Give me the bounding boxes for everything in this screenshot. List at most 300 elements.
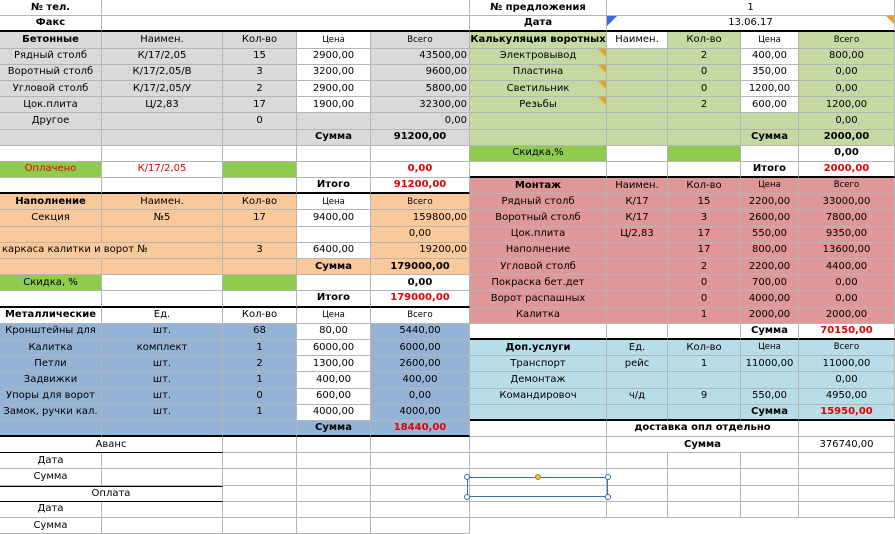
metal-row-name[interactable]: Задвижки — [0, 372, 102, 388]
metal-row-name[interactable]: Упоры для ворот — [0, 389, 102, 405]
empty-cell[interactable] — [102, 291, 223, 307]
concrete-row-name[interactable]: Угловой столб — [0, 81, 102, 97]
metal-row-price[interactable]: 80,00 — [297, 324, 371, 340]
filling-row-price[interactable]: 9400,00 — [297, 210, 371, 226]
gate-row-total[interactable]: 1200,00 — [799, 97, 895, 113]
date-label[interactable]: Дата — [470, 16, 607, 32]
gate-total-value[interactable]: 2000,00 — [799, 162, 895, 178]
gate-header-total[interactable]: Всего — [799, 32, 895, 48]
gate-row-price[interactable]: 1200,00 — [741, 81, 799, 97]
install-row-total[interactable]: 0,00 — [799, 275, 895, 291]
selection-handle[interactable] — [464, 494, 470, 500]
extra-row-total[interactable]: 11000,00 — [799, 356, 895, 372]
extra-row-name[interactable]: Демонтаж — [470, 372, 607, 388]
grand-sum-label[interactable]: Сумма — [607, 437, 799, 453]
gate-header-price[interactable]: Цена — [741, 32, 799, 48]
metal-row-total[interactable]: 0,00 — [371, 389, 470, 405]
install-row-item[interactable] — [607, 275, 668, 291]
metal-sum-label[interactable]: Сумма — [297, 421, 371, 437]
extra-row-total[interactable]: 0,00 — [799, 372, 895, 388]
phone-value-cell[interactable] — [102, 0, 470, 16]
gate-row-name[interactable]: Пластина — [470, 65, 607, 81]
filling-total-value[interactable]: 179000,00 — [371, 291, 470, 307]
extra-row-unit[interactable]: ч/д — [607, 389, 668, 405]
empty-cell[interactable] — [223, 502, 297, 518]
install-sum-value[interactable]: 70150,00 — [799, 324, 895, 340]
metal-header-name[interactable]: Металлические — [0, 308, 102, 324]
filling-row-qty[interactable]: 3 — [223, 243, 297, 259]
extra-row-unit[interactable] — [607, 372, 668, 388]
filling-row-total[interactable]: 19200,00 — [371, 243, 470, 259]
metal-sum-spacer[interactable] — [0, 421, 102, 437]
empty-cell[interactable] — [799, 486, 895, 502]
filling-row-name[interactable] — [0, 227, 102, 243]
concrete-row-item[interactable]: К/17/2,05 — [102, 49, 223, 65]
metal-row-unit[interactable]: шт. — [102, 389, 223, 405]
concrete-header-name[interactable]: Бетонные — [0, 32, 102, 48]
concrete-header-qty[interactable]: Кол-во — [223, 32, 297, 48]
metal-row-unit[interactable]: шт. — [102, 372, 223, 388]
gate-row-item[interactable] — [607, 81, 668, 97]
empty-cell[interactable] — [297, 469, 371, 485]
empty-cell[interactable] — [371, 502, 470, 518]
advance-sum-label[interactable]: Сумма — [0, 469, 102, 485]
install-row-qty[interactable]: 2 — [668, 259, 741, 275]
empty-cell[interactable] — [371, 486, 470, 502]
install-row-name[interactable]: Калитка — [470, 308, 607, 324]
gate-sum-spacer[interactable] — [607, 130, 668, 146]
gate-discount-value[interactable]: 0,00 — [799, 146, 895, 162]
gate-header-item[interactable]: Наимен. — [607, 32, 668, 48]
metal-sum-spacer[interactable] — [102, 421, 223, 437]
concrete-row-item[interactable]: Ц/2,83 — [102, 97, 223, 113]
advance-date-value[interactable] — [102, 453, 223, 469]
gate-header-name[interactable]: Калькуляция воротных — [470, 32, 607, 48]
install-row-total[interactable]: 13600,00 — [799, 243, 895, 259]
fax-label[interactable]: Факс — [0, 16, 102, 32]
empty-cell[interactable] — [223, 178, 297, 194]
concrete-row-qty[interactable]: 17 — [223, 97, 297, 113]
empty-cell[interactable] — [371, 469, 470, 485]
install-row-total[interactable]: 9350,00 — [799, 227, 895, 243]
empty-cell[interactable] — [297, 502, 371, 518]
concrete-row-price[interactable]: 2900,00 — [297, 81, 371, 97]
paid-qty-cell[interactable] — [223, 162, 297, 178]
install-row-item[interactable]: Ц/2,83 — [607, 227, 668, 243]
empty-cell[interactable] — [297, 146, 371, 162]
metal-header-unit[interactable]: Ед. — [102, 308, 223, 324]
empty-cell[interactable] — [741, 146, 799, 162]
concrete-sum-spacer[interactable] — [223, 130, 297, 146]
empty-cell[interactable] — [223, 453, 297, 469]
extra-row-price[interactable]: 550,00 — [741, 389, 799, 405]
metal-header-qty[interactable]: Кол-во — [223, 308, 297, 324]
metal-row-total[interactable]: 4000,00 — [371, 405, 470, 421]
extra-row-qty[interactable]: 1 — [668, 356, 741, 372]
empty-cell[interactable] — [0, 291, 102, 307]
empty-cell[interactable] — [607, 486, 668, 502]
empty-cell[interactable] — [607, 162, 668, 178]
gate-row-total[interactable]: 0,00 — [799, 65, 895, 81]
concrete-header-item[interactable]: Наимен. — [102, 32, 223, 48]
concrete-row-total[interactable]: 32300,00 — [371, 97, 470, 113]
empty-cell[interactable] — [668, 453, 741, 469]
install-row-name[interactable]: Рядный столб — [470, 194, 607, 210]
selection-rotate-handle[interactable] — [535, 474, 541, 480]
metal-row-price[interactable]: 6000,00 — [297, 340, 371, 356]
filling-row-name[interactable]: каркаса калитки и ворот № — [0, 243, 223, 259]
install-row-item[interactable]: К/17 — [607, 210, 668, 226]
filling-row-item[interactable]: №5 — [102, 210, 223, 226]
install-header-price[interactable]: Цена — [741, 178, 799, 194]
gate-row-item[interactable] — [607, 49, 668, 65]
concrete-sum-spacer[interactable] — [0, 130, 102, 146]
concrete-total-value[interactable]: 91200,00 — [371, 178, 470, 194]
filling-sum-value[interactable]: 179000,00 — [371, 259, 470, 275]
empty-cell[interactable] — [297, 162, 371, 178]
filling-sum-label[interactable]: Сумма — [297, 259, 371, 275]
empty-cell[interactable] — [297, 275, 371, 291]
empty-cell[interactable] — [668, 469, 741, 485]
gate-row-total[interactable]: 800,00 — [799, 49, 895, 65]
concrete-row-name[interactable]: Другое — [0, 113, 102, 129]
empty-cell[interactable] — [741, 486, 799, 502]
concrete-row-total[interactable]: 9600,00 — [371, 65, 470, 81]
metal-row-name[interactable]: Замок, ручки кал. — [0, 405, 102, 421]
gate-discount-label[interactable]: Скидка,% — [470, 146, 607, 162]
empty-cell[interactable] — [607, 324, 668, 340]
filling-total-label[interactable]: Итого — [297, 291, 371, 307]
date-value[interactable]: 13.06.17 — [607, 16, 895, 32]
offer-label[interactable]: № предложения — [470, 0, 607, 16]
empty-cell[interactable] — [799, 421, 895, 437]
empty-cell[interactable] — [223, 146, 297, 162]
paid-code[interactable]: К/17/2,05 — [102, 162, 223, 178]
empty-cell[interactable] — [741, 502, 799, 518]
empty-cell[interactable] — [470, 486, 607, 502]
install-row-price[interactable]: 2000,00 — [741, 308, 799, 324]
paid-label[interactable]: Оплачено — [0, 162, 102, 178]
metal-row-qty[interactable]: 1 — [223, 405, 297, 421]
payment-date-value[interactable] — [102, 502, 223, 518]
extra-row-price[interactable]: 11000,00 — [741, 356, 799, 372]
gate-row-total[interactable]: 0,00 — [799, 113, 895, 129]
install-row-qty[interactable]: 1 — [668, 308, 741, 324]
empty-cell[interactable] — [668, 162, 741, 178]
filling-row-qty[interactable]: 17 — [223, 210, 297, 226]
empty-cell[interactable] — [470, 502, 607, 518]
gate-sum-spacer[interactable] — [470, 130, 607, 146]
filling-sum-spacer[interactable] — [102, 259, 223, 275]
concrete-header-price[interactable]: Цена — [297, 32, 371, 48]
metal-row-name[interactable]: Кронштейны для — [0, 324, 102, 340]
empty-cell[interactable] — [741, 453, 799, 469]
selection-handle[interactable] — [605, 474, 611, 480]
concrete-row-total[interactable]: 43500,00 — [371, 49, 470, 65]
install-header-name[interactable]: Монтаж — [470, 178, 607, 194]
extra-sum-spacer[interactable] — [607, 405, 668, 421]
filling-discount-value[interactable]: 0,00 — [371, 275, 470, 291]
payment-date-label[interactable]: Дата — [0, 502, 102, 518]
extra-sum-spacer[interactable] — [470, 405, 607, 421]
filling-row-name[interactable]: Секция — [0, 210, 102, 226]
advance-sum-value[interactable] — [102, 469, 223, 485]
gate-row-item[interactable] — [607, 97, 668, 113]
empty-cell[interactable] — [223, 518, 297, 534]
empty-cell[interactable] — [297, 437, 371, 453]
filling-row-total[interactable]: 159800,00 — [371, 210, 470, 226]
empty-cell[interactable] — [799, 502, 895, 518]
install-row-price[interactable]: 550,00 — [741, 227, 799, 243]
empty-cell[interactable] — [371, 453, 470, 469]
concrete-row-price[interactable]: 1900,00 — [297, 97, 371, 113]
advance-title[interactable]: Аванс — [0, 437, 223, 453]
filling-row-total[interactable]: 0,00 — [371, 227, 470, 243]
metal-row-qty[interactable]: 1 — [223, 340, 297, 356]
empty-cell[interactable] — [223, 291, 297, 307]
offer-value[interactable]: 1 — [607, 0, 895, 16]
extra-row-unit[interactable]: рейс — [607, 356, 668, 372]
gate-row-total[interactable]: 0,00 — [799, 81, 895, 97]
advance-date-label[interactable]: Дата — [0, 453, 102, 469]
filling-row-price[interactable]: 6400,00 — [297, 243, 371, 259]
fax-value-cell[interactable] — [102, 16, 470, 32]
gate-total-label[interactable]: Итого — [741, 162, 799, 178]
gate-row-price[interactable] — [741, 113, 799, 129]
filling-header-price[interactable]: Цена — [297, 194, 371, 210]
install-row-name[interactable]: Ворот распашных — [470, 291, 607, 307]
install-row-qty[interactable]: 17 — [668, 227, 741, 243]
empty-cell[interactable] — [799, 453, 895, 469]
empty-cell[interactable] — [371, 146, 470, 162]
gate-header-qty[interactable]: Кол-во — [668, 32, 741, 48]
gate-row-name[interactable]: Резьбы — [470, 97, 607, 113]
empty-cell[interactable] — [223, 437, 297, 453]
install-row-name[interactable]: Угловой столб — [470, 259, 607, 275]
install-row-item[interactable] — [607, 308, 668, 324]
empty-cell[interactable] — [607, 502, 668, 518]
concrete-header-total[interactable]: Всего — [371, 32, 470, 48]
metal-row-name[interactable]: Калитка — [0, 340, 102, 356]
extra-header-unit[interactable]: Ед. — [607, 340, 668, 356]
gate-row-item[interactable] — [607, 113, 668, 129]
install-sum-label[interactable]: Сумма — [741, 324, 799, 340]
metal-row-total[interactable]: 2600,00 — [371, 356, 470, 372]
payment-title[interactable]: Оплата — [0, 486, 223, 502]
payment-sum-value[interactable] — [102, 518, 223, 534]
install-row-name[interactable]: Цок.плита — [470, 227, 607, 243]
gate-row-price[interactable]: 350,00 — [741, 65, 799, 81]
empty-cell[interactable] — [470, 437, 607, 453]
gate-row-qty[interactable]: 2 — [668, 97, 741, 113]
concrete-row-name[interactable]: Рядный столб — [0, 49, 102, 65]
metal-row-total[interactable]: 400,00 — [371, 372, 470, 388]
empty-cell[interactable] — [470, 162, 607, 178]
empty-cell[interactable] — [799, 469, 895, 485]
metal-row-unit[interactable]: шт. — [102, 405, 223, 421]
gate-discount-input[interactable] — [668, 146, 741, 162]
install-row-total[interactable]: 7800,00 — [799, 210, 895, 226]
empty-cell[interactable] — [668, 324, 741, 340]
extra-row-price[interactable] — [741, 372, 799, 388]
gate-row-name[interactable]: Электровывод — [470, 49, 607, 65]
empty-cell[interactable] — [668, 486, 741, 502]
empty-cell[interactable] — [297, 486, 371, 502]
filling-header-qty[interactable]: Кол-во — [223, 194, 297, 210]
metal-sum-spacer[interactable] — [223, 421, 297, 437]
concrete-sum-value[interactable]: 91200,00 — [371, 130, 470, 146]
metal-row-total[interactable]: 6000,00 — [371, 340, 470, 356]
metal-header-price[interactable]: Цена — [297, 308, 371, 324]
concrete-row-qty[interactable]: 3 — [223, 65, 297, 81]
filling-row-item[interactable] — [102, 227, 223, 243]
extra-header-total[interactable]: Всего — [799, 340, 895, 356]
filling-header-item[interactable]: Наимен. — [102, 194, 223, 210]
empty-cell[interactable] — [470, 421, 607, 437]
install-row-price[interactable]: 800,00 — [741, 243, 799, 259]
metal-row-price[interactable]: 4000,00 — [297, 405, 371, 421]
metal-row-unit[interactable]: шт. — [102, 356, 223, 372]
concrete-row-qty[interactable]: 15 — [223, 49, 297, 65]
empty-cell[interactable] — [0, 178, 102, 194]
filling-row-qty[interactable] — [223, 227, 297, 243]
gate-row-item[interactable] — [607, 65, 668, 81]
extra-sum-label[interactable]: Сумма — [741, 405, 799, 421]
install-row-qty[interactable]: 15 — [668, 194, 741, 210]
extra-header-price[interactable]: Цена — [741, 340, 799, 356]
empty-cell[interactable] — [607, 146, 668, 162]
metal-row-qty[interactable]: 1 — [223, 372, 297, 388]
empty-cell[interactable] — [470, 324, 607, 340]
concrete-total-label[interactable]: Итого — [297, 178, 371, 194]
selection-handle[interactable] — [605, 494, 611, 500]
gate-row-qty[interactable]: 0 — [668, 65, 741, 81]
concrete-row-total[interactable]: 5800,00 — [371, 81, 470, 97]
filling-sum-spacer[interactable] — [0, 259, 102, 275]
concrete-row-qty[interactable]: 2 — [223, 81, 297, 97]
filling-header-total[interactable]: Всего — [371, 194, 470, 210]
install-row-price[interactable]: 2600,00 — [741, 210, 799, 226]
extra-row-name[interactable]: Командировоч — [470, 389, 607, 405]
empty-cell[interactable] — [668, 502, 741, 518]
concrete-row-price[interactable]: 2900,00 — [297, 49, 371, 65]
install-row-price[interactable]: 4000,00 — [741, 291, 799, 307]
concrete-sum-label[interactable]: Сумма — [297, 130, 371, 146]
install-row-total[interactable]: 4400,00 — [799, 259, 895, 275]
install-row-total[interactable]: 2000,00 — [799, 308, 895, 324]
metal-sum-value[interactable]: 18440,00 — [371, 421, 470, 437]
install-row-qty[interactable]: 3 — [668, 210, 741, 226]
concrete-row-total[interactable]: 0,00 — [371, 113, 470, 129]
empty-cell[interactable] — [371, 518, 470, 534]
empty-cell[interactable] — [741, 469, 799, 485]
install-header-qty[interactable]: Кол-во — [668, 178, 741, 194]
install-row-qty[interactable]: 0 — [668, 291, 741, 307]
filling-row-price[interactable] — [297, 227, 371, 243]
install-header-total[interactable]: Всего — [799, 178, 895, 194]
install-row-item[interactable] — [607, 243, 668, 259]
grand-sum-value[interactable]: 376740,00 — [799, 437, 895, 453]
empty-cell[interactable] — [297, 518, 371, 534]
filling-discount-input[interactable] — [223, 275, 297, 291]
install-row-price[interactable]: 2200,00 — [741, 259, 799, 275]
empty-cell[interactable] — [470, 453, 607, 469]
metal-row-total[interactable]: 5440,00 — [371, 324, 470, 340]
concrete-row-qty[interactable]: 0 — [223, 113, 297, 129]
extra-row-qty[interactable] — [668, 372, 741, 388]
empty-cell[interactable] — [297, 453, 371, 469]
gate-row-name[interactable] — [470, 113, 607, 129]
install-row-name[interactable]: Наполнение — [470, 243, 607, 259]
extra-row-name[interactable]: Транспорт — [470, 356, 607, 372]
install-row-name[interactable]: Воротный столб — [470, 210, 607, 226]
extra-row-total[interactable]: 4950,00 — [799, 389, 895, 405]
phone-label[interactable]: № тел. — [0, 0, 102, 16]
gate-row-price[interactable]: 400,00 — [741, 49, 799, 65]
empty-cell[interactable] — [102, 146, 223, 162]
gate-row-name[interactable]: Светильник — [470, 81, 607, 97]
install-row-total[interactable]: 0,00 — [799, 291, 895, 307]
empty-cell[interactable] — [607, 469, 668, 485]
filling-discount-label[interactable]: Скидка, % — [0, 275, 102, 291]
gate-row-qty[interactable]: 0 — [668, 81, 741, 97]
install-row-item[interactable]: К/17 — [607, 194, 668, 210]
concrete-row-item[interactable] — [102, 113, 223, 129]
metal-row-qty[interactable]: 0 — [223, 389, 297, 405]
metal-row-price[interactable]: 400,00 — [297, 372, 371, 388]
install-row-item[interactable] — [607, 259, 668, 275]
empty-cell[interactable] — [223, 486, 297, 502]
install-row-item[interactable] — [607, 291, 668, 307]
install-row-total[interactable]: 33000,00 — [799, 194, 895, 210]
install-row-price[interactable]: 700,00 — [741, 275, 799, 291]
empty-cell[interactable] — [371, 437, 470, 453]
metal-header-total[interactable]: Всего — [371, 308, 470, 324]
gate-sum-spacer[interactable] — [668, 130, 741, 146]
gate-sum-label[interactable]: Сумма — [741, 130, 799, 146]
concrete-row-name[interactable]: Воротный столб — [0, 65, 102, 81]
empty-cell[interactable] — [102, 178, 223, 194]
empty-cell[interactable] — [0, 146, 102, 162]
empty-cell[interactable] — [607, 453, 668, 469]
empty-cell[interactable] — [223, 469, 297, 485]
delivery-note[interactable]: доставка опл отдельно — [607, 421, 799, 437]
filling-sum-spacer[interactable] — [223, 259, 297, 275]
concrete-row-item[interactable]: К/17/2,05/У — [102, 81, 223, 97]
metal-row-qty[interactable]: 68 — [223, 324, 297, 340]
filling-header-name[interactable]: Наполнение — [0, 194, 102, 210]
install-row-name[interactable]: Покраска бет.дет — [470, 275, 607, 291]
metal-row-unit[interactable]: комплект — [102, 340, 223, 356]
concrete-sum-spacer[interactable] — [102, 130, 223, 146]
gate-row-price[interactable]: 600,00 — [741, 97, 799, 113]
concrete-row-item[interactable]: К/17/2,05/В — [102, 65, 223, 81]
metal-row-unit[interactable]: шт. — [102, 324, 223, 340]
extra-row-qty[interactable]: 9 — [668, 389, 741, 405]
install-row-qty[interactable]: 17 — [668, 243, 741, 259]
metal-row-price[interactable]: 1300,00 — [297, 356, 371, 372]
extra-sum-value[interactable]: 15950,00 — [799, 405, 895, 421]
concrete-row-name[interactable]: Цок.плита — [0, 97, 102, 113]
extra-header-qty[interactable]: Кол-во — [668, 340, 741, 356]
metal-row-price[interactable]: 600,00 — [297, 389, 371, 405]
payment-sum-label[interactable]: Сумма — [0, 518, 102, 534]
metal-row-name[interactable]: Петли — [0, 356, 102, 372]
paid-value[interactable]: 0,00 — [371, 162, 470, 178]
extra-sum-spacer[interactable] — [668, 405, 741, 421]
selection-handle[interactable] — [464, 474, 470, 480]
extra-header-name[interactable]: Доп.услуги — [470, 340, 607, 356]
